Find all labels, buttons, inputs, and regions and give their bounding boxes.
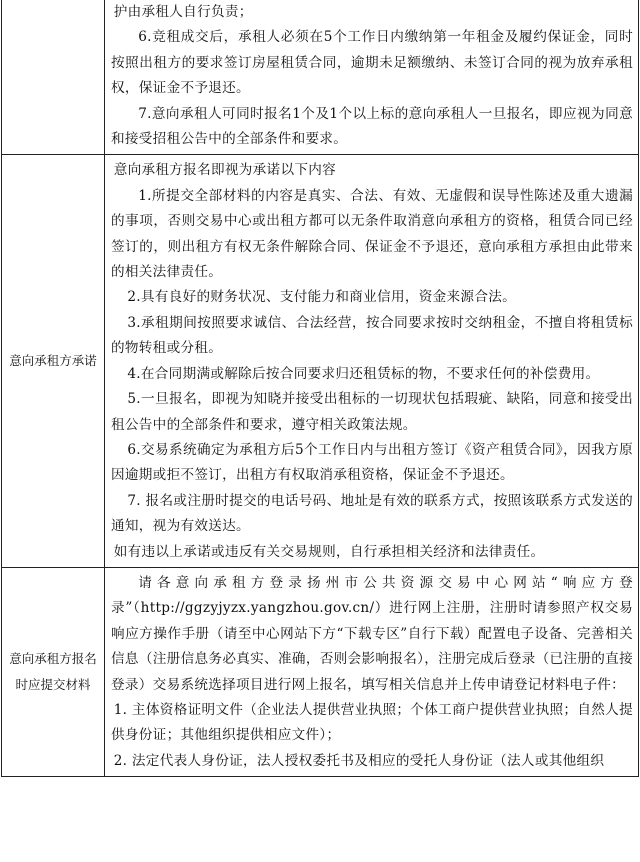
- row-content-cell: [105, 0, 639, 155]
- paragraph: 2. 法定代表人身份证，法人授权委托书及相应的受托人身份证（法人或其他组织: [113, 752, 605, 769]
- paragraph: 请各意向承租方登录扬州市公共资源交易中心网站“响应方登录”（http://ggzyjyzx.yangzhou.gov.cn/）进行网上注册，注册时请参照产权交易响应方操作手册（请至中心网站下方“下载专区”自行下载）配置电子设备、完善相关信息（注册信息务必真实、准确，否则会影响报名），注册完成后登录（已注册的直接登录）交易系统选择项目进行网上报名，填写相关信息并上传申请登记材料电子件：: [111, 574, 633, 693]
- paragraph: 7. 报名或注册时提交的电话号码、地址是有效的联系方式，按照该联系方式发送的通知，视为有效送达。: [111, 492, 633, 535]
- row-content-cell: [105, 155, 639, 568]
- paragraph: 2.具有良好的财务状况、支付能力和商业信用，资金来源合法。: [127, 289, 517, 306]
- table-row: [2, 155, 639, 568]
- paragraph: 如有违以上承诺或违反有关交易规则，自行承担相关经济和法律责任。: [113, 543, 545, 560]
- paragraph: 护由承租人自行负责；: [113, 4, 253, 20]
- table-row: [2, 567, 639, 776]
- row-label: 意向承租方承诺: [9, 353, 97, 369]
- row-label-cell: [2, 567, 105, 776]
- paragraph: 4.在合同期满或解除后按合同要求归还租赁标的物，不要求任何的补偿费用。: [127, 365, 600, 382]
- row-label-cell: [2, 155, 105, 568]
- paragraph: 6.竞租成交后，承租人必须在5个工作日内缴纳第一年租金及履约保证金，同时按照出租方的要求签订房屋租赁合同，逾期未足额缴纳、未签订合同的视为放弃承租权，保证金不予退还。: [111, 29, 633, 97]
- row-label: 意向承租方报名时应提交材料: [9, 651, 97, 693]
- row-content-cell: [105, 567, 639, 776]
- paragraph: 3.承租期间按照要求诚信、合法经营，按合同要求按时交纳租金，不擅自将租赁标的物转租或分租。: [111, 314, 633, 357]
- row-label-cell: [2, 0, 105, 155]
- table-row: [2, 0, 639, 155]
- paragraph: 1. 主体资格证明文件（企业法人提供营业执照；个体工商户提供营业执照；自然人提供身份证；其他组织提供相应文件）；: [111, 701, 633, 744]
- paragraph: 6.交易系统确定为承租方后5个工作日内与出租方签订《资产租赁合同》，因我方原因逾期或拒不签订，出租方有权取消承租资格，保证金不予退还。: [111, 441, 633, 484]
- paragraph: 1.所提交全部材料的内容是真实、合法、有效、无虚假和误导性陈述及重大遗漏的事项，否则交易中心或出租方都可以无条件取消意向承租方的资格，租赁合同已经签订的，则出租方有权无条件解除合同、保证金不予退还，意向承租方承担由此带来的相关法律责任。: [111, 187, 633, 281]
- announcement-table: [1, 0, 639, 777]
- paragraph: 5.一旦报名，即视为知晓并接受出租标的一切现状包括瑕疵、缺陷，同意和接受出租公告中的全部条件和要求，遵守相关政策法规。: [111, 391, 633, 433]
- paragraph: 7.意向承租人可同时报名1个及1个以上标的意向承租人一旦报名，即应视为同意和接受招租公告中的全部条件和要求。: [111, 105, 633, 148]
- paragraph: 意向承租方报名即视为承诺以下内容: [113, 162, 337, 179]
